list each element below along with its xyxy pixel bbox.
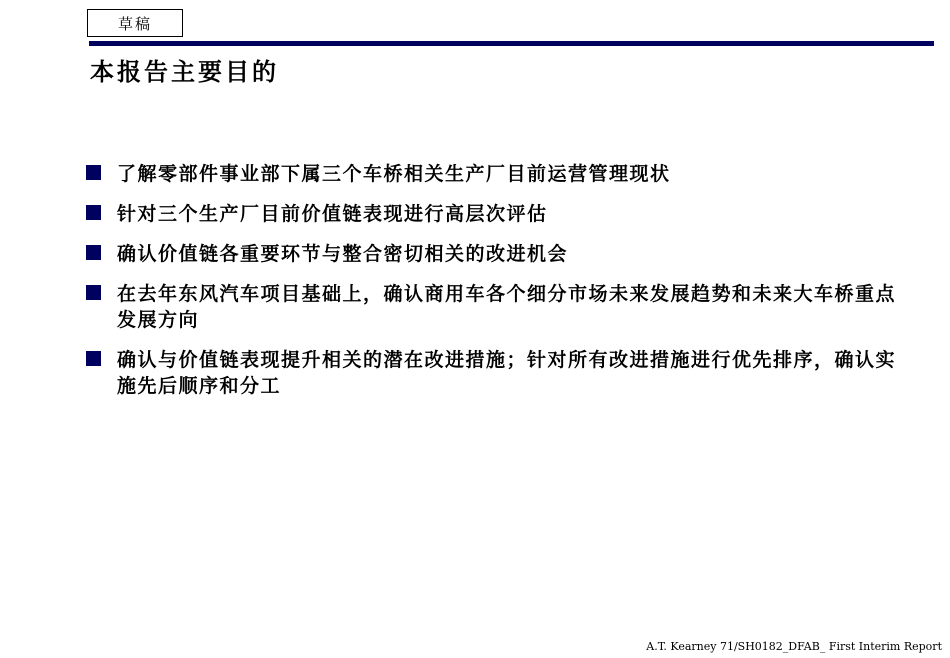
list-item [86, 281, 916, 333]
square-bullet-icon [86, 205, 101, 220]
list-item-text: 在去年东风汽车项目基础上，确认商用车各个细分市场未来发展趋势和未来大车桥重点发展方向 [117, 283, 897, 331]
list-item-text: 了解零部件事业部下属三个车桥相关生产厂目前运营管理现状 [117, 163, 671, 185]
list-item [86, 347, 916, 399]
square-bullet-icon [86, 285, 101, 300]
draft-label: 草稿 [87, 9, 183, 37]
list-item [86, 241, 916, 267]
square-bullet-icon [86, 165, 101, 180]
list-item-text: 针对三个生产厂目前价值链表现进行高层次评估 [117, 203, 548, 225]
square-bullet-icon [86, 351, 101, 366]
square-bullet-icon [86, 245, 101, 260]
list-item [86, 161, 916, 187]
list-item [86, 201, 916, 227]
list-item-text: 确认价值链各重要环节与整合密切相关的改进机会 [117, 243, 569, 265]
footer-reference: A.T. Kearney 71/SH0182_DFAB_ First Interim Report [646, 640, 942, 653]
objectives-list [86, 161, 916, 413]
list-item-text: 确认与价值链表现提升相关的潜在改进措施；针对所有改进措施进行优先排序，确认实施先后顺序和分工 [117, 349, 897, 397]
page-title: 本报告主要目的 [90, 57, 279, 86]
header-divider [89, 41, 934, 46]
